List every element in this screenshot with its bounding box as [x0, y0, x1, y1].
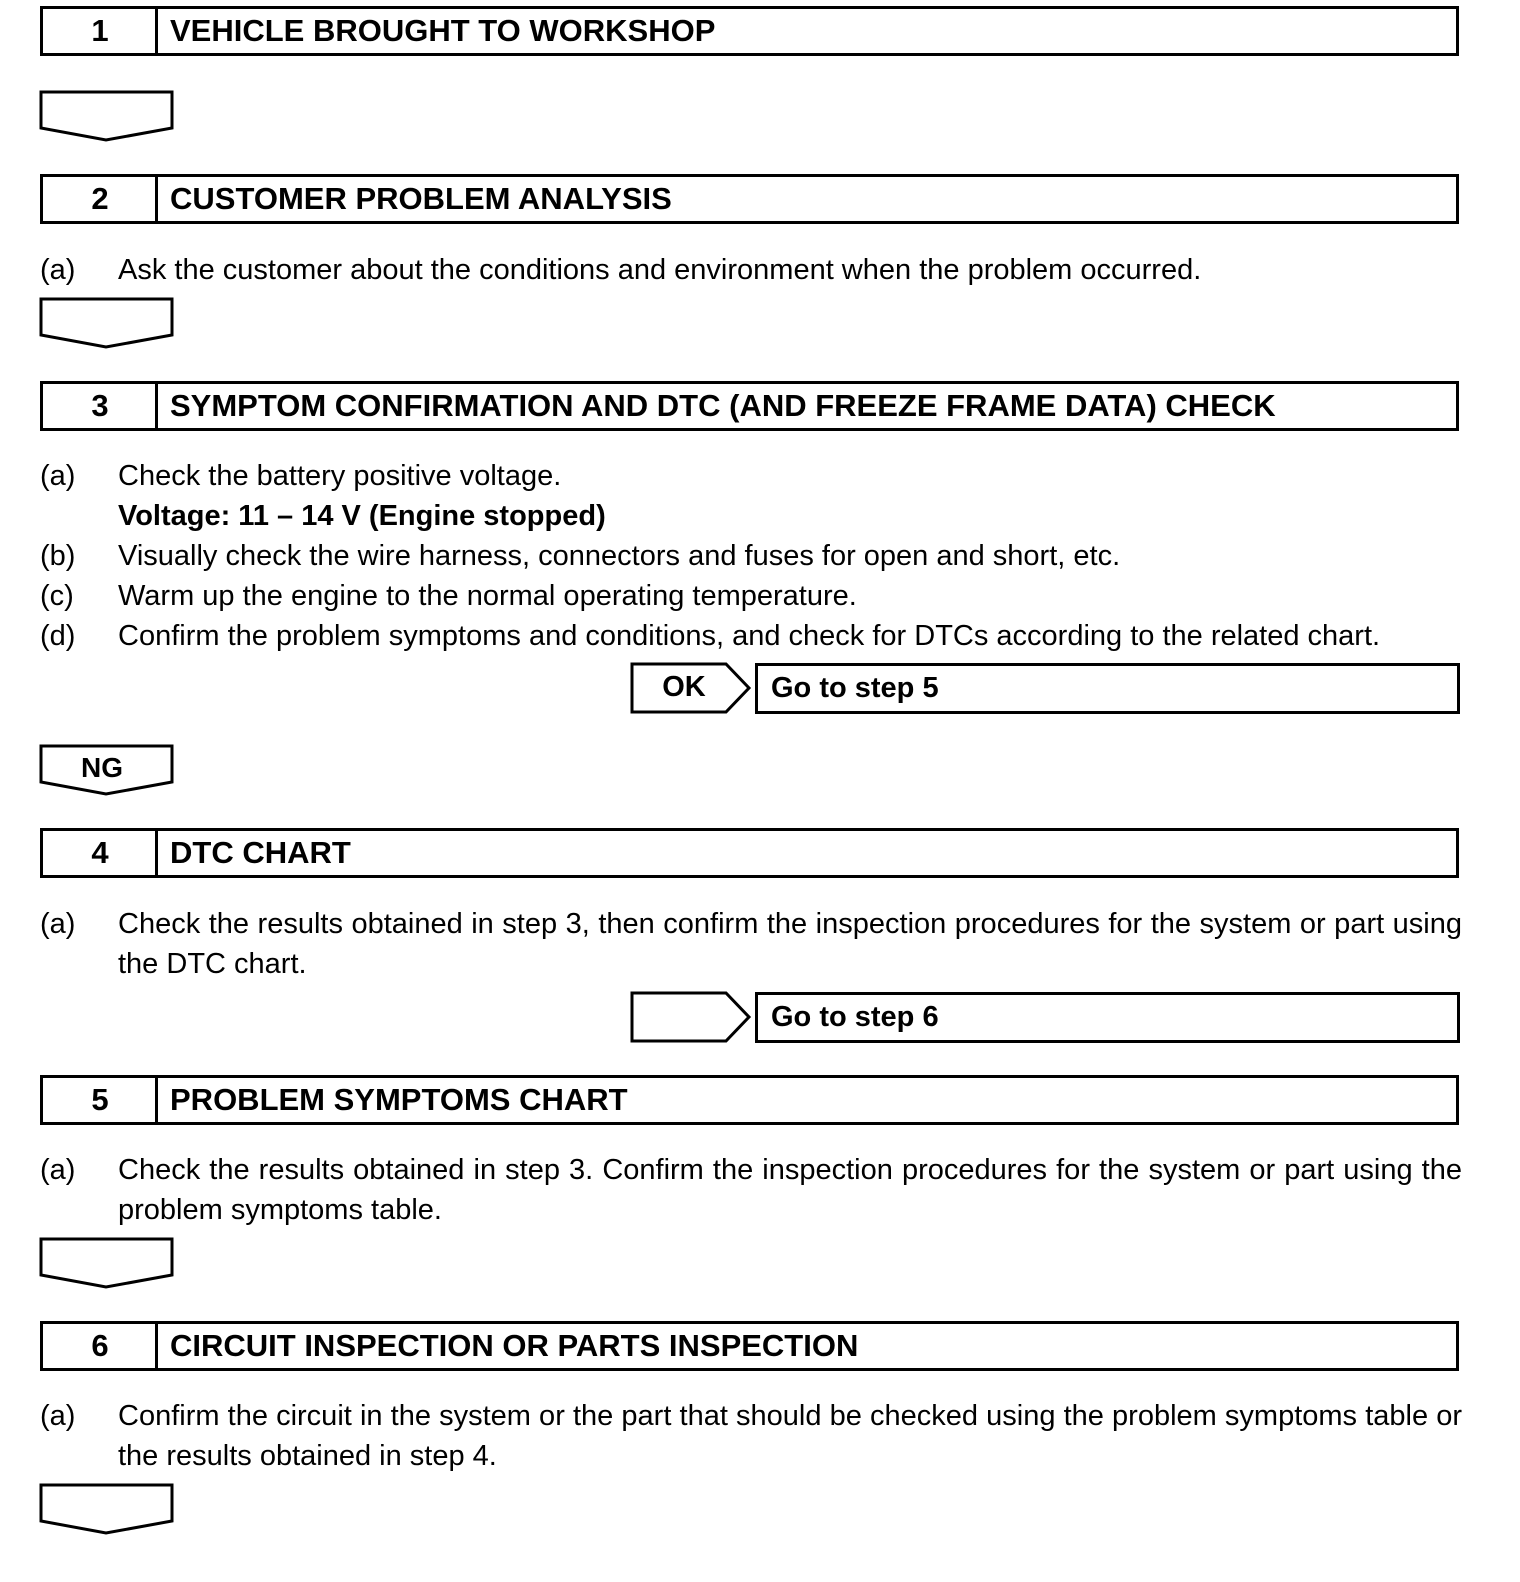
ok-label: OK	[662, 671, 706, 703]
item-letter: (b)	[40, 540, 76, 572]
step-3-number: 3	[43, 384, 158, 428]
step-6-header	[40, 1321, 1459, 1371]
step-2-number: 2	[43, 177, 158, 221]
step-4-title: DTC CHART	[170, 835, 351, 870]
item-text: Ask the customer about the conditions and environment when the problem occurred.	[118, 254, 1202, 286]
step-4-header	[40, 828, 1459, 878]
step-3-title: SYMPTOM CONFIRMATION AND DTC (AND FREEZE FRAME DATA) CHECK	[170, 388, 1276, 423]
item-letter: (a)	[40, 254, 76, 286]
item-letter: (d)	[40, 620, 76, 652]
step-2-instructions	[40, 250, 1462, 290]
goto-step-6-box: Go to step 6	[755, 992, 1460, 1043]
step-5-header	[40, 1075, 1459, 1125]
step-1-title: VEHICLE BROUGHT TO WORKSHOP	[170, 13, 716, 48]
step-6-instructions	[40, 1396, 1462, 1476]
step-3-instructions	[40, 456, 1462, 656]
item-text: Check the results obtained in step 3. Confirm the inspection procedures for the system or part using the problem symptoms table.	[118, 1154, 1462, 1226]
item-text: Check the battery positive voltage.	[118, 460, 562, 492]
item-letter: (c)	[40, 580, 74, 612]
instruction-item	[40, 904, 1462, 984]
instruction-item	[40, 456, 1462, 496]
voltage-spec: Voltage: 11 – 14 V (Engine stopped)	[118, 500, 606, 532]
step-6-title: CIRCUIT INSPECTION OR PARTS INSPECTION	[170, 1328, 859, 1363]
item-text: Check the results obtained in step 3, then confirm the inspection procedures for the system or part using the DTC chart.	[118, 908, 1462, 980]
item-text: Warm up the engine to the normal operating temperature.	[118, 580, 857, 612]
instruction-item	[40, 576, 1462, 616]
step-5-number: 5	[43, 1078, 158, 1122]
down-arrow-icon	[39, 297, 175, 349]
item-text: Visually check the wire harness, connectors and fuses for open and short, etc.	[118, 540, 1121, 572]
instruction-item	[40, 1150, 1462, 1230]
item-letter: (a)	[40, 908, 76, 940]
instruction-item	[40, 1396, 1462, 1476]
item-text: Confirm the circuit in the system or the part that should be checked using the problem symptoms table or the results obtained in step 4.	[118, 1400, 1462, 1472]
right-arrow-icon	[630, 991, 752, 1043]
ng-label: NG	[81, 752, 123, 783]
item-letter: (a)	[40, 1400, 76, 1432]
step-6-number: 6	[43, 1324, 158, 1368]
instruction-item	[40, 616, 1462, 656]
step-2-header	[40, 174, 1459, 224]
step-5-title: PROBLEM SYMPTOMS CHART	[170, 1082, 628, 1117]
step-3-header	[40, 381, 1459, 431]
item-text: Confirm the problem symptoms and conditions, and check for DTCs according to the related chart.	[118, 620, 1381, 652]
step-5-instructions	[40, 1150, 1462, 1230]
goto-step-5-box: Go to step 5	[755, 663, 1460, 714]
instruction-item	[40, 536, 1462, 576]
down-arrow-icon	[39, 90, 175, 142]
instruction-item	[40, 250, 1462, 290]
down-arrow-icon	[39, 1237, 175, 1289]
step-1-header	[40, 6, 1459, 56]
step-4-number: 4	[43, 831, 158, 875]
step-1-number: 1	[43, 9, 158, 53]
step-4-instructions	[40, 904, 1462, 984]
item-letter: (a)	[40, 460, 76, 492]
item-letter: (a)	[40, 1154, 76, 1186]
down-arrow-icon	[39, 1483, 175, 1535]
step-2-title: CUSTOMER PROBLEM ANALYSIS	[170, 181, 672, 216]
